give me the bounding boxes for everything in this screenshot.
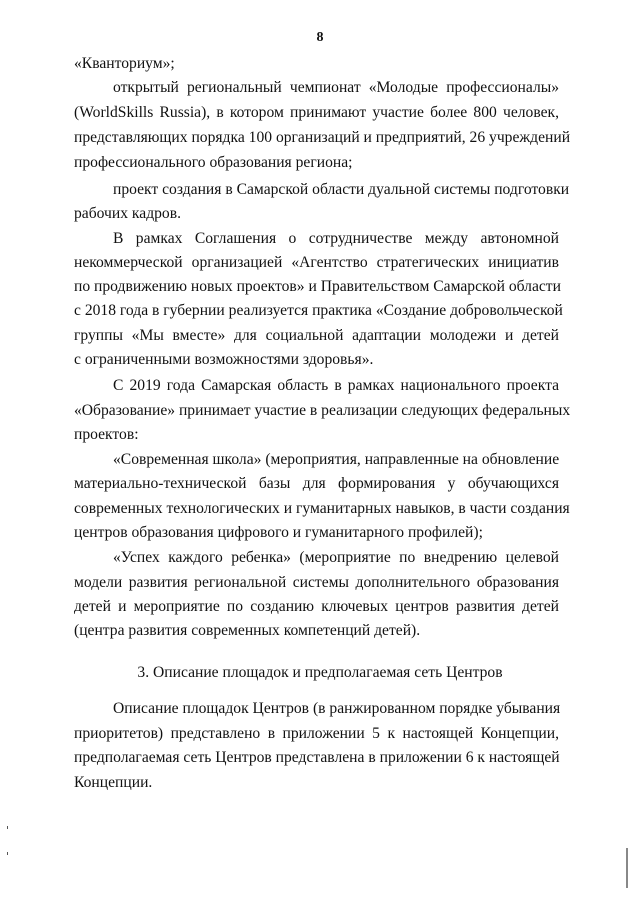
page-number: 8 (316, 30, 324, 45)
section-heading: 3. Описание площадок и предполагаемая сеть Центров (137, 664, 503, 681)
text-line: «Кванториум»; (74, 55, 175, 72)
text-line: приоритетов) представлено в приложении 5 к настоящей Концепции, (74, 725, 559, 742)
text-line: Описание площадок Центров (в ранжированном порядке убывания (113, 700, 561, 717)
text-line: некоммерческой организацией «Агентство стратегических инициатив (74, 254, 559, 271)
text-line: предполагаемая сеть Центров представлена в приложении 6 к настоящей (74, 749, 560, 766)
text-line: С 2019 года Самарская область в рамках национального проекта (113, 377, 559, 394)
text-line: рабочих кадров. (74, 205, 181, 222)
text-line: по продвижению новых проектов» и Правительством Самарской области (74, 278, 561, 295)
text-line: детей и мероприятие по созданию ключевых центров развития детей (74, 598, 559, 615)
text-line: Концепции. (74, 774, 153, 791)
text-line: «Образование» принимает участие в реализации следующих федеральных (74, 402, 571, 419)
text-line: материально-технической базы для формирования у обучающихся (74, 475, 559, 492)
text-line: центров образования цифрового и гуманитарного профилей); (74, 524, 483, 541)
text-line: с ограниченными возможностями здоровья». (74, 351, 374, 368)
text-line: «Успех каждого ребенка» (мероприятие по внедрению целевой (113, 549, 559, 566)
scan-artifact (7, 852, 8, 855)
text-line: группы «Мы вместе» для социальной адаптации молодежи и детей (74, 327, 559, 344)
text-line: с 2018 года в губернии реализуется практика «Создание добровольческой (74, 302, 563, 319)
scan-artifact (7, 826, 8, 829)
text-line: (центра развития современных компетенций детей). (74, 622, 421, 639)
text-line: модели развития региональной системы дополнительного образования (74, 574, 559, 591)
text-line: (WorldSkills Russia), в котором принимают участие более 800 человек, (74, 104, 559, 121)
text-line: представляющих порядка 100 организаций и предприятий, 26 учреждений (74, 129, 571, 146)
text-line: В рамках Соглашения о сотрудничестве между автономной (113, 230, 559, 247)
text-line: проект создания в Самарской области дуальной системы подготовки (113, 181, 570, 198)
text-line: проектов: (74, 426, 139, 443)
text-line: «Современная школа» (мероприятия, направленные на обновление (113, 451, 560, 468)
text-line: профессионального образования региона; (74, 154, 353, 171)
scan-edge-artifact (626, 848, 628, 888)
text-line: современных технологических и гуманитарных навыков, в части создания (74, 500, 570, 517)
text-line: открытый региональный чемпионат «Молодые профессионалы» (113, 79, 559, 96)
